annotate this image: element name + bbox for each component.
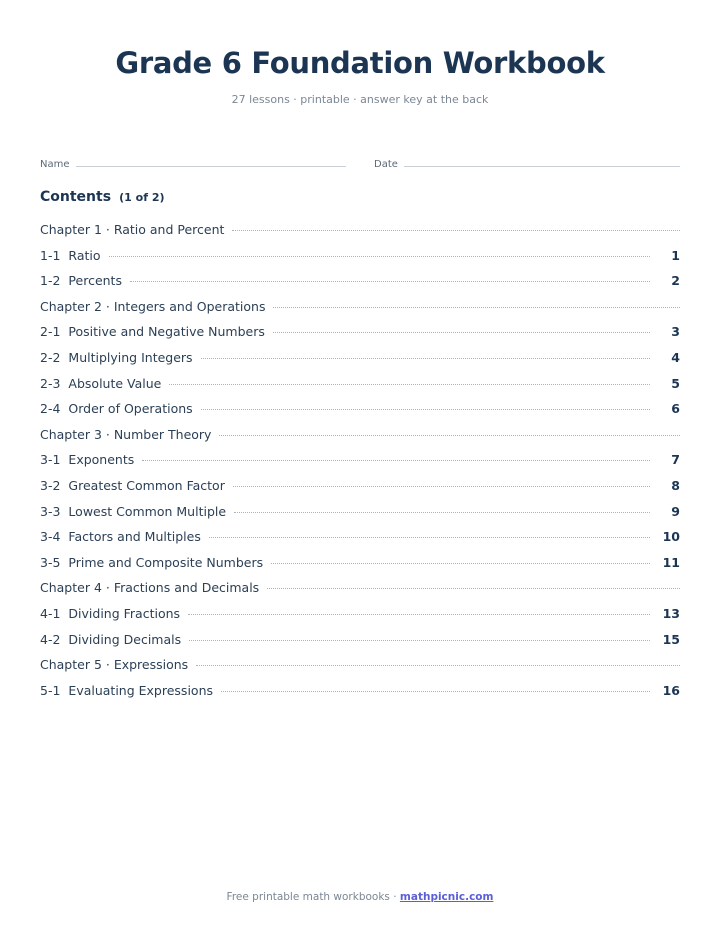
- toc-lesson-row: [40, 550, 680, 576]
- toc-lesson-row: [40, 601, 680, 627]
- toc-lesson-number: 3-3: [40, 503, 61, 519]
- toc-dot-leader: [196, 665, 680, 666]
- toc-lesson-title: Dividing Decimals: [68, 631, 182, 647]
- toc-lesson-number: 3-1: [40, 452, 61, 468]
- toc-dot-leader: [169, 384, 650, 385]
- toc-dot-leader: [219, 435, 680, 436]
- name-label: Name: [40, 159, 70, 170]
- toc-lesson-row: [40, 678, 680, 704]
- toc-dot-leader: [271, 563, 650, 564]
- toc-lesson-title: Order of Operations: [68, 401, 193, 417]
- toc-page-number: 1: [671, 247, 680, 263]
- toc-dot-leader: [142, 460, 650, 461]
- toc-dot-leader: [109, 256, 650, 257]
- toc-lesson-number: 3-4: [40, 529, 61, 545]
- toc-lesson-row: [40, 447, 680, 473]
- date-label: Date: [374, 159, 398, 170]
- toc-lesson-title: Prime and Composite Numbers: [68, 554, 264, 570]
- toc-page-number: 11: [662, 554, 680, 570]
- toc-lesson-row: [40, 319, 680, 345]
- toc-page-number: 4: [671, 349, 680, 365]
- footer-link[interactable]: mathpicnic.com: [399, 891, 494, 903]
- date-line: [404, 160, 680, 167]
- toc-dot-leader: [189, 640, 650, 641]
- toc-lesson-title: Greatest Common Factor: [68, 477, 225, 493]
- toc-lesson-title: Lowest Common Multiple: [68, 503, 227, 519]
- toc-lesson-row: [40, 627, 680, 653]
- toc-lesson-number: 1-1: [40, 247, 61, 263]
- toc-lesson-title: Absolute Value: [68, 375, 162, 391]
- toc-dot-leader: [209, 537, 650, 538]
- contents-heading: [40, 186, 165, 205]
- toc-lesson-row: [40, 396, 680, 422]
- toc-chapter-title: Chapter 5 · Expressions: [40, 657, 189, 673]
- toc-page-number: 2: [671, 273, 680, 289]
- toc-dot-leader: [201, 409, 650, 410]
- toc-page-number: 16: [662, 682, 680, 698]
- footer-text: Free printable math workbooks ·: [226, 891, 400, 903]
- toc-dot-leader: [232, 230, 680, 231]
- toc-lesson-title: Evaluating Expressions: [68, 682, 214, 698]
- toc-lesson-number: 2-1: [40, 324, 61, 340]
- toc-page-number: 9: [671, 503, 680, 519]
- date-field: [374, 157, 680, 171]
- toc-page-number: 3: [671, 324, 680, 340]
- toc-lesson-number: 3-2: [40, 477, 61, 493]
- toc-chapter-row: [40, 422, 680, 448]
- toc-lesson-title: Exponents: [68, 452, 135, 468]
- toc-dot-leader: [273, 332, 650, 333]
- toc-chapter-row: [40, 294, 680, 320]
- toc-chapter-title: Chapter 4 · Fractions and Decimals: [40, 580, 260, 596]
- toc-chapter-title: Chapter 2 · Integers and Operations: [40, 298, 266, 314]
- toc-page-number: 15: [662, 631, 680, 647]
- toc-dot-leader: [233, 486, 650, 487]
- toc-lesson-number: 2-3: [40, 375, 61, 391]
- toc-dot-leader: [188, 614, 650, 615]
- toc-lesson-number: 5-1: [40, 682, 61, 698]
- toc-page-number: 6: [671, 401, 680, 417]
- toc-chapter-row: [40, 217, 680, 243]
- toc-chapter-title: Chapter 3 · Number Theory: [40, 426, 212, 442]
- toc-lesson-number: 4-1: [40, 605, 61, 621]
- toc-dot-leader: [234, 512, 650, 513]
- toc-dot-leader: [130, 281, 650, 282]
- contents-title: Contents: [40, 189, 112, 205]
- toc-lesson-title: Factors and Multiples: [68, 529, 201, 545]
- toc-page-number: 7: [671, 452, 680, 468]
- toc-lesson-title: Ratio: [68, 247, 101, 263]
- toc-lesson-row: [40, 524, 680, 550]
- toc-lesson-row: [40, 345, 680, 371]
- toc-lesson-number: 1-2: [40, 273, 61, 289]
- toc-lesson-title: Dividing Fractions: [68, 605, 181, 621]
- workbook-page: [40, 0, 680, 932]
- toc-page-number: 5: [671, 375, 680, 391]
- toc-page-number: 13: [662, 605, 680, 621]
- toc-page-number: 8: [671, 477, 680, 493]
- toc-lesson-title: Percents: [68, 273, 122, 289]
- toc-lesson-number: 2-2: [40, 349, 61, 365]
- toc-lesson-number: 4-2: [40, 631, 61, 647]
- footer: [40, 891, 680, 903]
- page-title: Grade 6 Foundation Workbook: [115, 46, 605, 80]
- toc-dot-leader: [267, 588, 680, 589]
- toc-lesson-row: [40, 371, 680, 397]
- table-of-contents: [40, 217, 680, 703]
- toc-chapter-row: [40, 652, 680, 678]
- name-line: [76, 160, 346, 167]
- name-field: [40, 157, 346, 171]
- toc-lesson-row: [40, 243, 680, 269]
- toc-page-number: 10: [662, 529, 680, 545]
- toc-chapter-row: [40, 575, 680, 601]
- toc-lesson-number: 2-4: [40, 401, 61, 417]
- toc-chapter-title: Chapter 1 · Ratio and Percent: [40, 222, 225, 237]
- toc-dot-leader: [201, 358, 650, 359]
- toc-lesson-title: Multiplying Integers: [68, 349, 193, 365]
- toc-lesson-row: [40, 473, 680, 499]
- toc-dot-leader: [273, 307, 680, 308]
- page-subtitle: 27 lessons · printable · answer key at the back: [231, 93, 489, 106]
- toc-lesson-row: [40, 268, 680, 294]
- toc-lesson-row: [40, 499, 680, 525]
- contents-part: (1 of 2): [119, 191, 165, 204]
- name-date-fields: [40, 157, 680, 173]
- toc-dot-leader: [221, 691, 650, 692]
- toc-lesson-number: 3-5: [40, 554, 61, 570]
- toc-lesson-title: Positive and Negative Numbers: [68, 324, 265, 340]
